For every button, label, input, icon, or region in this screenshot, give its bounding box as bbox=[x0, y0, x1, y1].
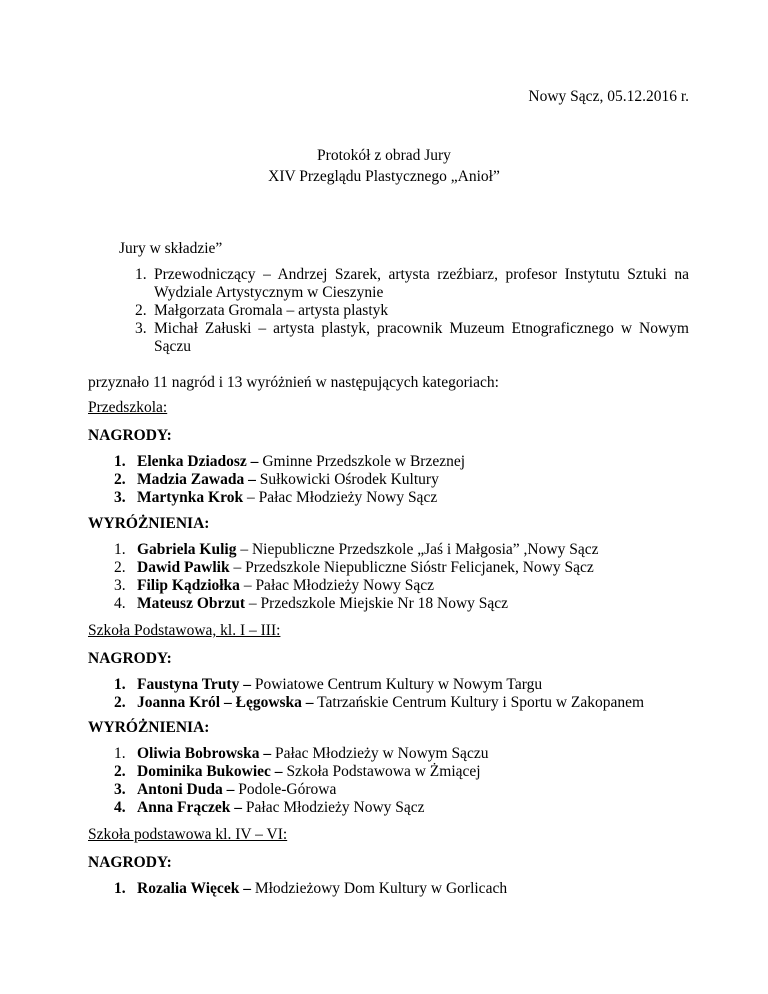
awards-heading: NAGRODY: bbox=[88, 650, 172, 667]
awards-list bbox=[88, 453, 465, 507]
winner-org: Młodzieżowy Dom Kultury w Gorlicach bbox=[250, 880, 508, 897]
winner-org: – Pałac Młodzieży Nowy Sącz bbox=[243, 489, 438, 506]
jury-member bbox=[119, 266, 689, 302]
jury-list bbox=[119, 266, 689, 356]
jury-member-text: Przewodniczący – Andrzej Szarek, artysta rzeźbiarz, profesor Instytutu Sztuki na Wydziale Artystycznym w Cieszynie bbox=[154, 266, 689, 301]
awards-heading: NAGRODY: bbox=[88, 427, 172, 444]
summary-text: przyznało 11 nagród i 13 wyróżnień w następujących kategoriach: bbox=[88, 374, 499, 391]
winner-name: Oliwia Bobrowska – bbox=[137, 745, 272, 762]
list-number: 2. bbox=[114, 763, 126, 780]
awards-list bbox=[88, 880, 507, 898]
winner-name: Rozalia Więcek – bbox=[137, 880, 251, 897]
jury-member-text: Michał Załuski – artysta plastyk, pracownik Muzeum Etnograficznego w Nowym Sączu bbox=[154, 320, 689, 355]
jury-intro: Jury w składzie” bbox=[119, 240, 223, 257]
winner-name: Faustyna Truty – bbox=[137, 676, 251, 693]
winner-org: – Przedszkole Miejskie Nr 18 Nowy Sącz bbox=[245, 595, 509, 612]
document-title: Protokół z obrad Jury bbox=[317, 147, 451, 164]
section-title-sp-4-6: Szkoła podstawowa kl. IV – VI: bbox=[88, 826, 288, 843]
winner-org: – Niepubliczne Przedszkole „Jaś i Małgosia” ,Nowy Sącz bbox=[236, 541, 599, 558]
list-item bbox=[88, 471, 465, 489]
section-title-przedszkola: Przedszkola: bbox=[88, 399, 168, 416]
list-item bbox=[88, 595, 598, 613]
list-item bbox=[88, 880, 507, 898]
jury-member-text: Małgorzata Gromala – artysta plastyk bbox=[154, 302, 389, 319]
list-item bbox=[88, 559, 598, 577]
jury-member bbox=[119, 320, 689, 356]
winner-name: Filip Kądziołka bbox=[137, 577, 240, 594]
list-number: 3. bbox=[114, 489, 126, 506]
winner-name: Gabriela Kulig bbox=[137, 541, 237, 558]
honors-list bbox=[88, 745, 488, 817]
winner-name: Dawid Pawlik bbox=[137, 559, 230, 576]
winner-name: Martynka Krok bbox=[137, 489, 244, 506]
winner-org: Pałac Młodzieży Nowy Sącz bbox=[242, 799, 425, 816]
list-item bbox=[88, 781, 488, 799]
list-item bbox=[88, 799, 488, 817]
list-number: 3. bbox=[135, 320, 147, 337]
list-item bbox=[88, 453, 465, 471]
honors-heading: WYRÓŻNIENIA: bbox=[88, 515, 210, 532]
list-item bbox=[88, 577, 598, 595]
winner-org: Szkoła Podstawowa w Żmiącej bbox=[282, 763, 481, 780]
honors-list bbox=[88, 541, 598, 613]
list-item bbox=[88, 694, 644, 712]
winner-name: Antoni Duda – bbox=[137, 781, 235, 798]
list-number: 2. bbox=[135, 302, 147, 319]
winner-name: Elenka Dziadosz – bbox=[137, 453, 259, 470]
winner-org: Powiatowe Centrum Kultury w Nowym Targu bbox=[250, 676, 543, 693]
jury-member bbox=[119, 302, 689, 320]
list-number: 1. bbox=[114, 880, 126, 897]
list-item bbox=[88, 541, 598, 559]
document-subtitle: XIV Przeglądu Plastycznego „Anioł” bbox=[268, 168, 500, 185]
list-number: 1. bbox=[114, 745, 126, 762]
winner-name: Joanna Król – Łęgowska – bbox=[137, 694, 314, 711]
list-number: 3. bbox=[114, 781, 126, 798]
list-number: 3. bbox=[114, 577, 126, 594]
list-number: 2. bbox=[114, 559, 126, 576]
list-item bbox=[88, 763, 488, 781]
awards-heading: NAGRODY: bbox=[88, 854, 172, 871]
list-number: 2. bbox=[114, 471, 126, 488]
list-number: 1. bbox=[114, 541, 126, 558]
list-number: 1. bbox=[135, 266, 147, 283]
winner-name: Mateusz Obrzut bbox=[137, 595, 246, 612]
winner-org: Podole-Górowa bbox=[234, 781, 337, 798]
winner-org: – Pałac Młodzieży Nowy Sącz bbox=[239, 577, 435, 594]
list-number: 4. bbox=[114, 595, 126, 612]
list-item bbox=[88, 745, 488, 763]
winner-org: Sułkowicki Ośrodek Kultury bbox=[255, 471, 439, 488]
document-date: Nowy Sącz, 05.12.2016 r. bbox=[528, 88, 689, 105]
awards-list bbox=[88, 676, 644, 712]
winner-org: Gminne Przedszkole w Brzeznej bbox=[258, 453, 466, 470]
list-number: 1. bbox=[114, 453, 126, 470]
list-number: 2. bbox=[114, 694, 126, 711]
winner-name: Madzia Zawada – bbox=[137, 471, 256, 488]
list-number: 4. bbox=[114, 799, 126, 816]
winner-name: Dominika Bukowiec – bbox=[137, 763, 283, 780]
list-item bbox=[88, 489, 465, 507]
winner-org: Tatrzańskie Centrum Kultury i Sportu w Zakopanem bbox=[313, 694, 645, 711]
winner-name: Anna Frączek – bbox=[137, 799, 243, 816]
honors-heading: WYRÓŻNIENIA: bbox=[88, 719, 210, 736]
winner-org: Pałac Młodzieży w Nowym Sączu bbox=[271, 745, 489, 762]
list-number: 1. bbox=[114, 676, 126, 693]
list-item bbox=[88, 676, 644, 694]
section-title-sp-1-3: Szkoła Podstawowa, kl. I – III: bbox=[88, 622, 281, 639]
winner-org: – Przedszkole Niepubliczne Sióstr Felicjanek, Nowy Sącz bbox=[229, 559, 594, 576]
